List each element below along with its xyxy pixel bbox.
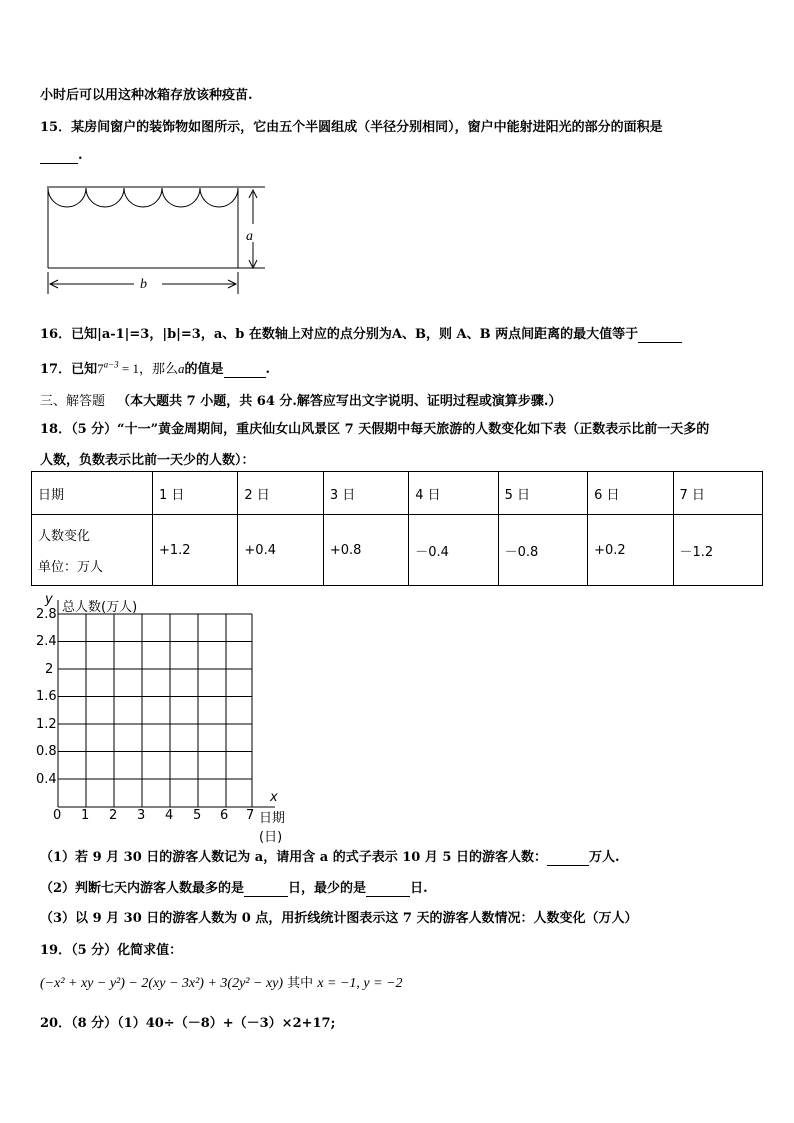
table-cell: 7 日	[673, 472, 763, 515]
q17-suffix: 的值是	[184, 362, 224, 377]
x-tick: 0	[53, 808, 62, 823]
q17-base: 7	[97, 361, 104, 376]
q17-prefix: 17．已知	[40, 362, 98, 377]
y-axis-var: y	[45, 592, 53, 607]
q16-blank	[638, 327, 682, 343]
q17-line	[40, 358, 270, 378]
semicircle-3	[124, 188, 162, 207]
section3-note: （本大题共 7 小题，共 64 分.解答应写出文字说明、证明过程或演算步骤.）	[117, 394, 562, 409]
q18-line2: 人数，负数表示比前一天少的人数）：	[40, 453, 255, 468]
y-tick: 0.8	[36, 744, 57, 759]
x-tick: 3	[137, 808, 146, 823]
q19-expression-line	[40, 972, 403, 992]
semicircle-2	[86, 188, 124, 207]
q17-exponent: a−3	[103, 359, 119, 370]
table-cell: 3 日	[323, 472, 408, 515]
q18-sub2-tail: 日.	[410, 881, 428, 896]
semicircle-4	[162, 188, 200, 207]
x-tick: 7	[246, 808, 255, 823]
grid-svg	[30, 592, 300, 832]
section3-line	[40, 390, 561, 409]
x-tick: 2	[109, 808, 118, 823]
q18-sub1-tail: 万人.	[588, 850, 620, 865]
q17-blank	[224, 362, 266, 378]
q16-line	[40, 323, 682, 343]
x-tick: 5	[193, 808, 202, 823]
q18-sub2-blank2	[366, 881, 410, 897]
table-cell: －1.2	[673, 515, 763, 586]
semicircle-5	[200, 188, 238, 207]
y-tick: 2	[45, 662, 54, 677]
q18-line1: 18．（5 分）“十一”黄金周期间，重庆仙女山风景区 7 天假期中每天旅游的人数变化如下表（正数表示比前一天多的	[40, 422, 710, 437]
q18-sub2-mid: 日，最少的是	[288, 881, 367, 896]
q18-sub1-blank	[547, 850, 589, 866]
q17-eq: = 1，那么	[118, 361, 179, 376]
table-cell: －0.8	[498, 515, 587, 586]
q19-condition: x = −1, y = −2	[317, 976, 403, 991]
q18-sub2-blank1	[244, 881, 288, 897]
visitor-change-table	[31, 471, 763, 586]
table-cell: 4 日	[409, 472, 498, 515]
q15-blank	[40, 148, 78, 164]
table-cell: +0.8	[323, 515, 408, 586]
q17-tail: .	[265, 362, 271, 377]
x-axis-var: x	[270, 790, 278, 805]
semicircle-1	[48, 188, 86, 207]
table-cell: －0.4	[409, 515, 498, 586]
y-tick: 0.4	[36, 772, 57, 787]
y-axis-title: 总人数(万人)	[62, 600, 138, 615]
table-cell: 2 日	[238, 472, 323, 515]
q18-sub2	[40, 877, 428, 897]
x-tick: 4	[165, 808, 174, 823]
table-cell: +0.4	[238, 515, 323, 586]
q15-answer-line	[40, 148, 83, 164]
x-tick: 6	[220, 808, 229, 823]
x-tick: 1	[81, 808, 90, 823]
q18-sub1-text: （1）若 9 月 30 日的游客人数记为 a，请用含 a 的式子表示 10 月 5 日的游客人数：	[40, 850, 547, 865]
table-cell: +1.2	[153, 515, 238, 586]
q15-tail: .	[78, 148, 83, 163]
row-label-line2: 单位：万人	[38, 560, 104, 575]
row-label-line1: 人数变化	[38, 529, 91, 544]
y-tick: 1.2	[36, 717, 57, 732]
section3-title: 三、解答题	[40, 394, 106, 409]
label-a: a	[246, 229, 253, 244]
table-cell: 6 日	[588, 472, 673, 515]
q19-expression: (−x² + xy − y²) − 2(xy − 3x²) + 3(2y² − xy)	[40, 976, 284, 991]
x-axis-title: 日期(日)	[259, 811, 286, 845]
q20-text: 20．（8 分）（1）40÷（－8）+（－3）×2+17;	[40, 1016, 336, 1031]
table-row	[32, 515, 763, 586]
table-cell: 5 日	[498, 472, 587, 515]
q18-sub3: （3）以 9 月 30 日的游客人数为 0 点，用折线统计图表示这 7 天的游客人数情况：人数变化（万人）	[40, 911, 638, 926]
table-cell: 日期	[32, 472, 153, 515]
table-cell: +0.2	[588, 515, 673, 586]
q16-text: 16．已知|a-1|=3，|b|=3，a、b 在数轴上对应的点分别为A、B，则 A、B 两点间距离的最大值等于	[40, 327, 639, 342]
y-tick: 2.4	[36, 634, 57, 649]
y-tick: 2.8	[36, 607, 57, 622]
q19-title: 19．（5 分）化简求值：	[40, 943, 183, 958]
intro-text: 小时后可以用这种冰箱存放该种疫苗.	[40, 88, 253, 103]
label-b: b	[140, 277, 147, 292]
q18-sub1	[40, 846, 619, 866]
y-tick: 1.6	[36, 689, 57, 704]
q15-text: 15．某房间窗户的装饰物如图所示，它由五个半圆组成（半径分别相同），窗户中能射进阳光的部分的面积是	[40, 120, 663, 135]
table-header-row	[32, 472, 763, 515]
blank-grid-chart	[30, 592, 300, 845]
q18-sub2-text: （2）判断七天内游客人数最多的是	[40, 881, 245, 896]
window-figure	[40, 180, 270, 300]
q17-var: a	[178, 361, 185, 376]
table-row-label	[32, 515, 153, 586]
table-cell: 1 日	[153, 472, 238, 515]
q19-where: 其中	[287, 976, 314, 991]
